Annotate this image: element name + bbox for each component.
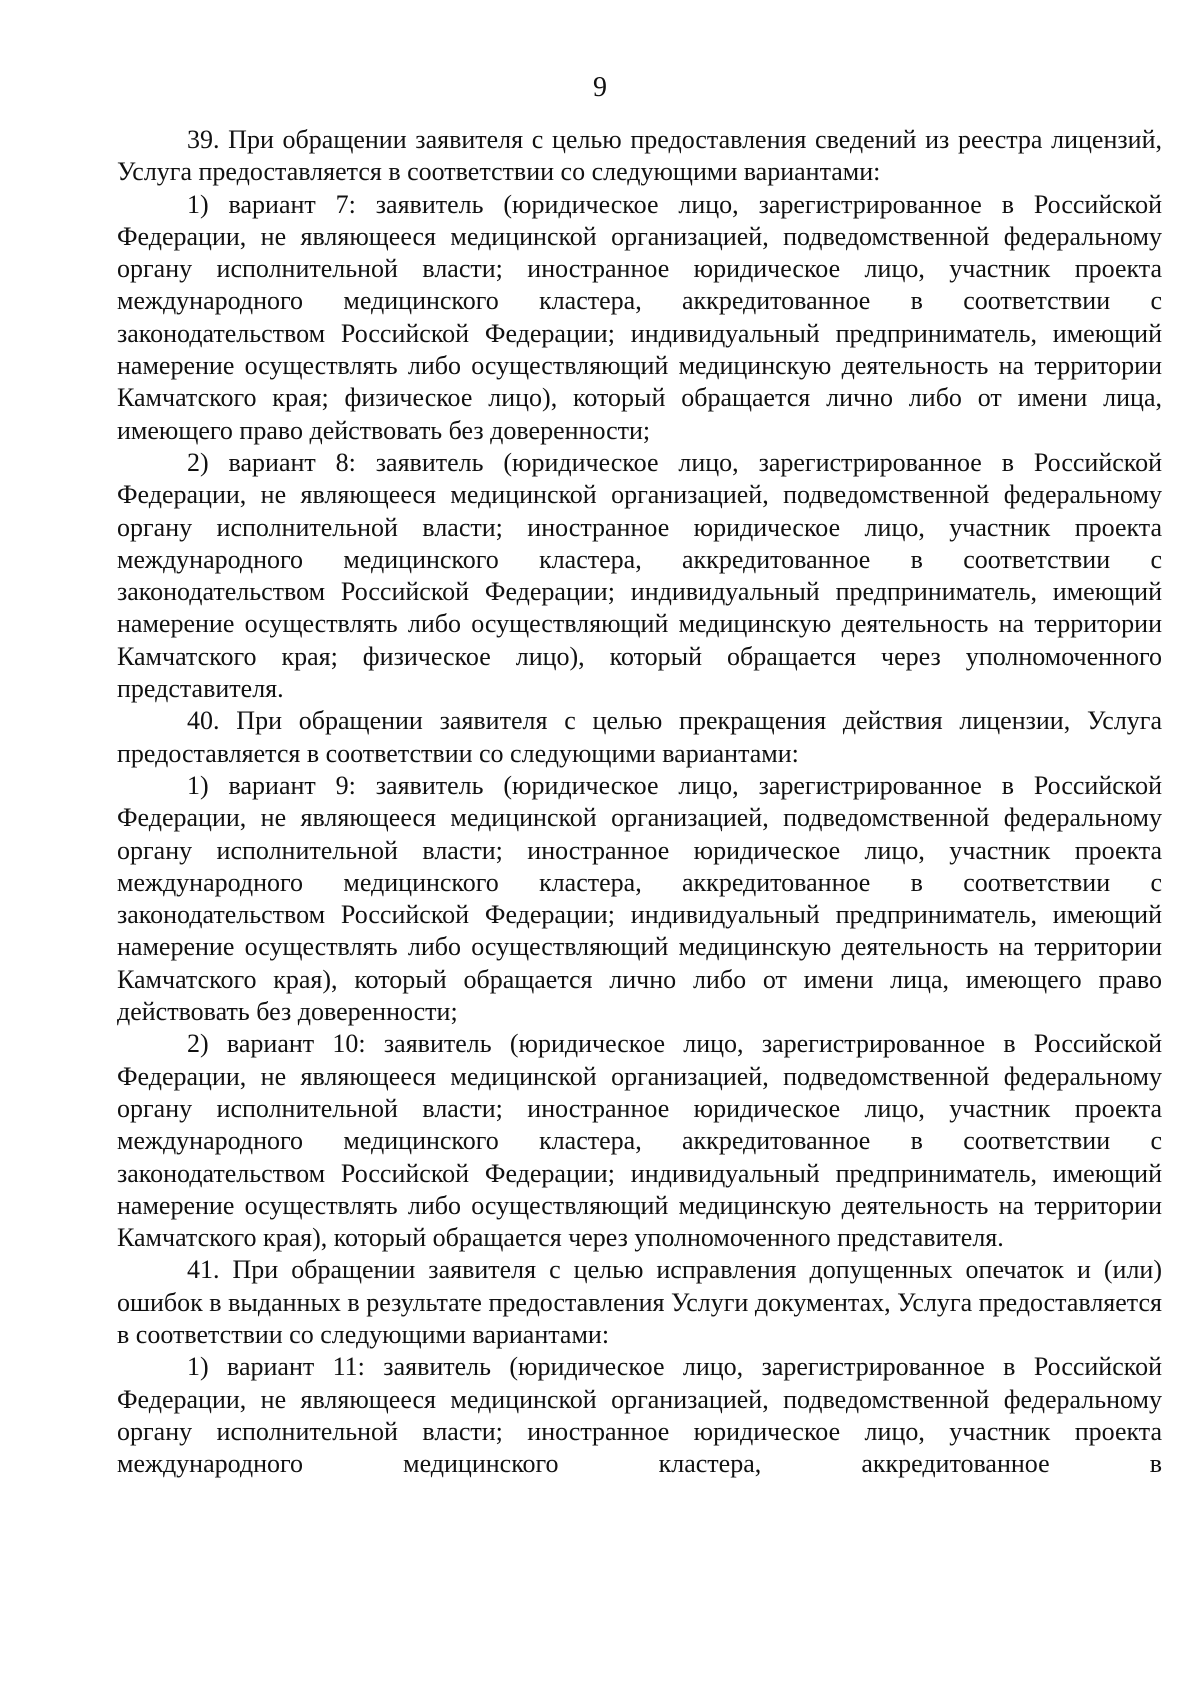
paragraph-39-option-7: 1) вариант 7: заявитель (юридическое лицо, зарегистрированное в Российской Федерации, не являющееся медицинской организацией, подведомственной федеральному органу исполнительной власти; иностранное юридическое лицо, участник проекта международного медицинского кластера, аккредитованное в соответствии с законодательством Российской Федерации; индивидуальный предприниматель, имеющий намерение осуществлять либо осуществляющий медицинскую деятельность на территории Камчатского края; физическое лицо), который обращается лично либо от имени лица, имеющего право действовать без доверенности; <box>117 189 1162 445</box>
paragraph-41-option-11: 1) вариант 11: заявитель (юридическое лицо, зарегистрированное в Российской Федерации, не являющееся медицинской организацией, подведомственной федеральному органу исполнительной власти; иностранное юридическое лицо, участник проекта международного медицинского кластера, аккредитованное в <box>117 1352 1162 1479</box>
page-number: 9 <box>593 72 607 103</box>
paragraph-39: 39. При обращении заявителя с целью предоставления сведений из реестра лицензий, Услуга предоставляется в соответствии со следующими вариантами: <box>117 125 1162 187</box>
paragraph-40-option-10: 2) вариант 10: заявитель (юридическое лицо, зарегистрированное в Российской Федерации, не являющееся медицинской организацией, подведомственной федеральному органу исполнительной власти; иностранное юридическое лицо, участник проекта международного медицинского кластера, аккредитованное в соответствии с законодательством Российской Федерации; индивидуальный предприниматель, имеющий намерение осуществлять либо осуществляющий медицинскую деятельность на территории Камчатского края), который обращается через уполномоченного представителя. <box>117 1029 1162 1253</box>
document-body <box>117 124 1162 1480</box>
paragraph-40: 40. При обращении заявителя с целью прекращения действия лицензии, Услуга предоставляется в соответствии со следующими вариантами: <box>117 706 1162 768</box>
paragraph-41: 41. При обращении заявителя с целью исправления допущенных опечаток и (или) ошибок в выданных в результате предоставления Услуги документах, Услуга предоставляется в соответствии со следующими вариантами: <box>117 1255 1162 1349</box>
paragraph-39-option-8: 2) вариант 8: заявитель (юридическое лицо, зарегистрированное в Российской Федерации, не являющееся медицинской организацией, подведомственной федеральному органу исполнительной власти; иностранное юридическое лицо, участник проекта международного медицинского кластера, аккредитованное в соответствии с законодательством Российской Федерации; индивидуальный предприниматель, имеющий намерение осуществлять либо осуществляющий медицинскую деятельность на территории Камчатского края; физическое лицо), который обращается через уполномоченного представителя. <box>117 447 1162 704</box>
paragraph-40-option-9: 1) вариант 9: заявитель (юридическое лицо, зарегистрированное в Российской Федерации, не являющееся медицинской организацией, подведомственной федеральному органу исполнительной власти; иностранное юридическое лицо, участник проекта международного медицинского кластера, аккредитованное в соответствии с законодательством Российской Федерации; индивидуальный предприниматель, имеющий намерение осуществлять либо осуществляющий медицинскую деятельность на территории Камчатского края), который обращается лично либо от имени лица, имеющего право действовать без доверенности; <box>117 770 1162 1027</box>
